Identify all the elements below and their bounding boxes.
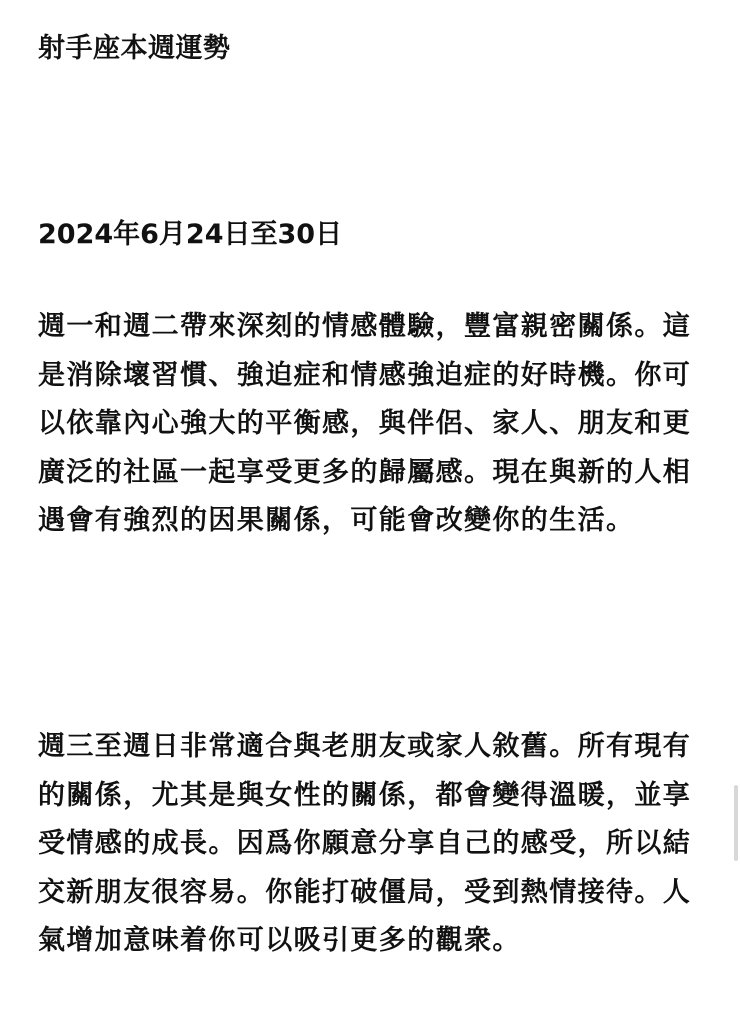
date-range: 2024年6月24日至30日: [38, 219, 343, 250]
paragraph-late-week: 週三至週日非常適合與老朋友或家人敘舊。所有現有的關係，尤其是與女性的關係，都會變得溫暖，並享受情感的成長。因爲你願意分享自己的感受，所以結交新朋友很容易。你能打破僵局，受到熱情接待。人氣增加意味着你可以吸引更多的觀衆。: [38, 731, 692, 956]
paragraph-early-week: 週一和週二帶來深刻的情感體驗，豐富親密關係。這是消除壞習慣、強迫症和情感強迫症的好時機。你可以依靠內心強大的平衡感，與伴侶、家人、朋友和更廣泛的社區一起享受更多的歸屬感。現在與新的人相遇會有強烈的因果關係，可能會改變你的生活。: [38, 311, 692, 536]
page-title: 射手座本週運勢: [38, 33, 231, 64]
scroll-indicator[interactable]: [734, 785, 738, 861]
